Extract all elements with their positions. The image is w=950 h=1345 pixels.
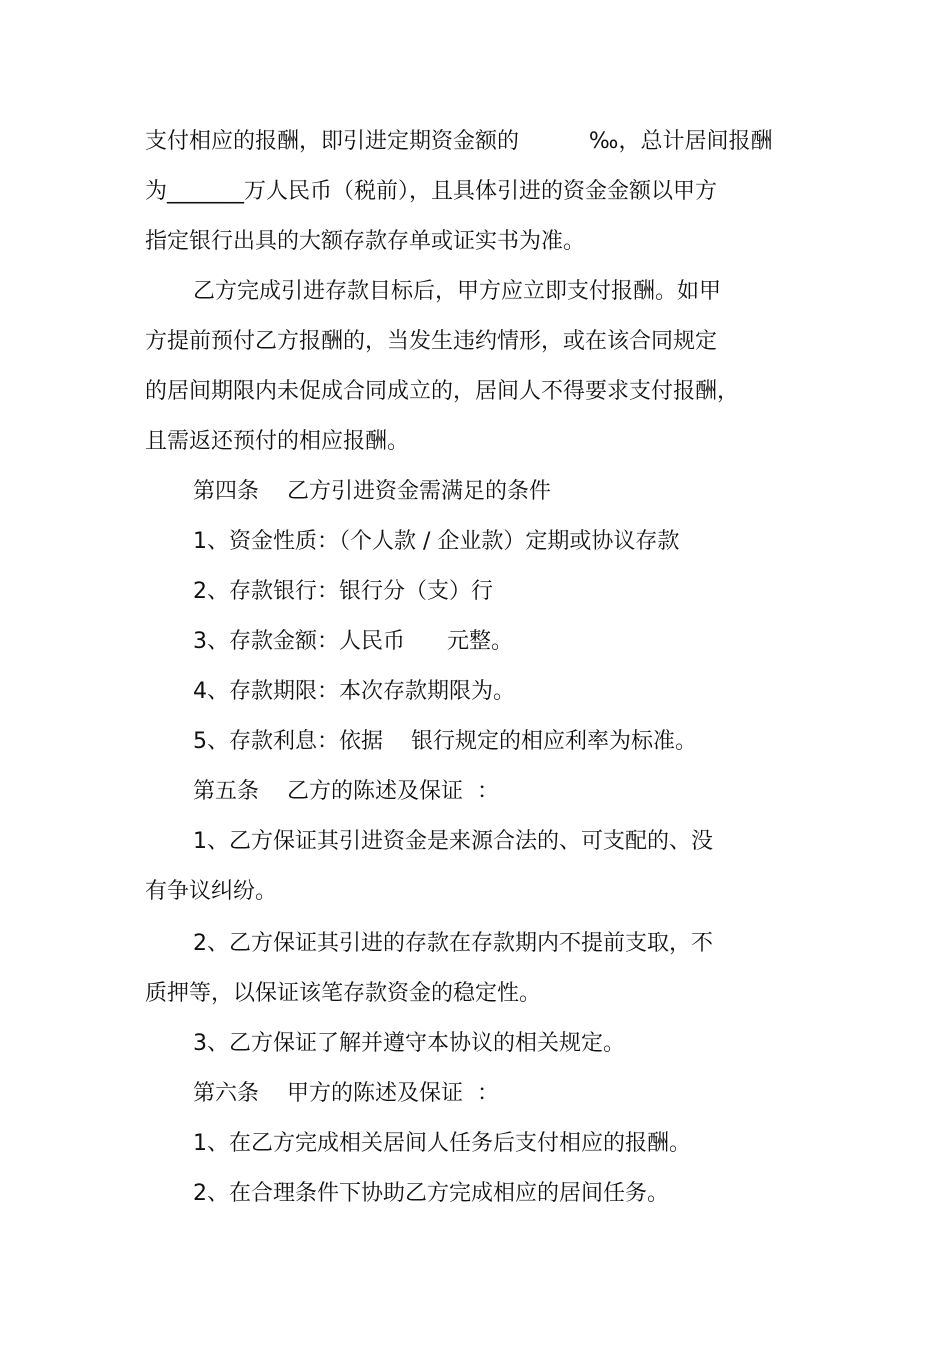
list-item: 3、乙方保证了解并遵守本协议的相关规定。 [193,1031,625,1056]
paragraph-line: 方提前预付乙方报酬的，当发生违约情形，或在该合同规定 [145,329,718,354]
list-item: 1、在乙方完成相关居间人任务后支付相应的报酬。 [193,1131,691,1156]
list-item: 1、资金性质：（个人款 / 企业款）定期或协议存款 [193,529,680,554]
paragraph-line: 支付相应的报酬，即引进定期资金额的 ‰，总计居间报酬 [145,129,773,154]
paragraph-line: 指定银行出具的大额存款存单或证实书为准。 [145,229,586,254]
paragraph-line: 乙方完成引进存款目标后，甲方应立即支付报酬。如甲 [193,279,722,304]
article-heading: 第六条 甲方的陈述及保证 ： [193,1081,499,1106]
list-item: 3、存款金额：人民币 元整。 [193,629,513,654]
list-item: 2、存款银行：银行分（支）行 [193,579,493,604]
paragraph-line: 有争议纠纷。 [145,879,278,904]
paragraph-line: 质押等，以保证该笔存款资金的稳定性。 [145,981,542,1006]
article-heading: 第四条 乙方引进资金需满足的条件 [193,479,551,504]
paragraph-line: 且需返还预付的相应报酬。 [145,429,410,454]
list-item: 2、乙方保证其引进的存款在存款期内不提前支取，不 [193,931,713,956]
paragraph-line: 为_______万人民币（税前），且具体引进的资金金额以甲方 [145,179,718,204]
list-item: 5、存款利息：依据 银行规定的相应利率为标准。 [193,729,697,754]
list-item: 1、乙方保证其引进资金是来源合法的、可支配的、没 [193,829,713,854]
article-heading: 第五条 乙方的陈述及保证 ： [193,779,499,804]
list-item: 4、存款期限：本次存款期限为。 [193,679,515,704]
list-item: 2、在合理条件下协助乙方完成相应的居间任务。 [193,1181,669,1206]
paragraph-line: 的居间期限内未促成合同成立的，居间人不得要求支付报酬， [145,379,740,404]
